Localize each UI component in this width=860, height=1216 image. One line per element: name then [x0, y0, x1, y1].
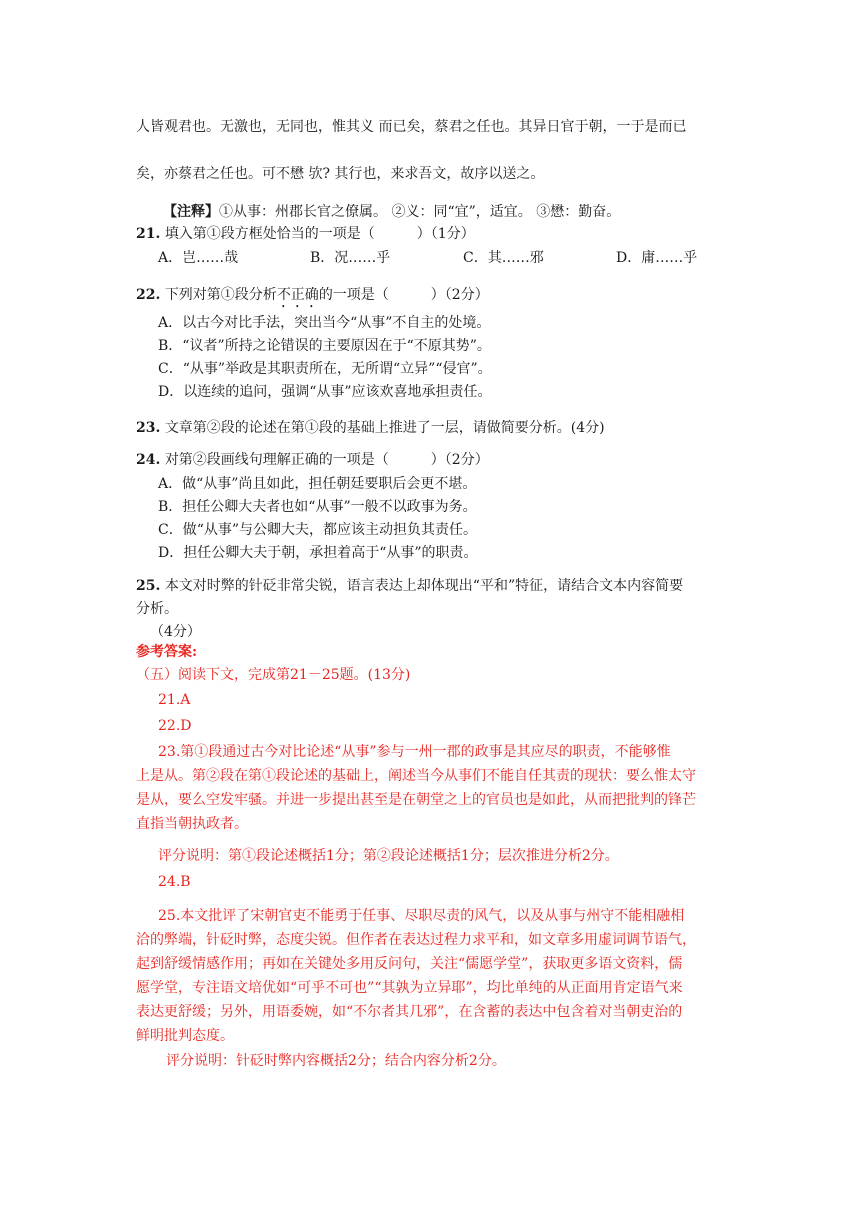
- answer-25-line: 鲜明批判态度。: [136, 1028, 234, 1044]
- answer-25-line: 表达更舒缓；另外，用语委婉，如“不尔者其几邪”，在含蓄的表达中包含着对当朝吏治的: [136, 1004, 683, 1020]
- q21-option-b: B．况……乎: [310, 250, 391, 266]
- passage-line-1: 人皆观君也。无激也，无同也，惟其义 而已矣，蔡君之任也。其异日官于朝，一于是而已: [136, 119, 687, 135]
- q24-option-d: D．担任公卿大夫于朝，承担着高于“从事”的职责。: [158, 545, 478, 561]
- question-22-emphasis: 不正确: [276, 287, 319, 303]
- q22-option-d: D．以连续的追问，强调“从事”应该欢喜地承担责任。: [158, 384, 492, 400]
- question-24: [136, 450, 489, 470]
- answer-23-scoring-note: 评分说明：第①段论述概括1分；第②段论述概括1分；层次推进分析2分。: [158, 848, 619, 864]
- answer-24: 24.B: [158, 874, 191, 890]
- question-22-text-post: 的一项是（ ）（2分）: [318, 287, 489, 303]
- question-21: [136, 224, 475, 244]
- q21-option-a: A．岂……哉: [158, 250, 239, 266]
- question-24-text: 对第②段画线句理解正确的一项是（ ）（2分）: [164, 452, 489, 468]
- question-25-text: 本文对时弊的针砭非常尖锐，语言表达上却体现出“平和”特征，请结合文本内容简要: [164, 578, 684, 594]
- question-23-number: 23.: [136, 420, 161, 436]
- answer-21: 21.A: [158, 692, 191, 708]
- question-25-score: （4分）: [150, 624, 201, 640]
- question-24-number: 24.: [136, 452, 161, 468]
- question-23: [136, 418, 605, 438]
- q24-option-a: A．做“从事”尚且如此，担任朝廷要职后会更不堪。: [158, 476, 477, 492]
- notes-label: 【注释】: [163, 204, 219, 220]
- answers-section-title: （五）阅读下文，完成第21－25题。(13分): [136, 667, 411, 683]
- question-22: [136, 285, 489, 311]
- notes-text: ①从事：州郡长官之僚属。 ②义：同“宜”，适宜。 ③懋：勤奋。: [219, 204, 621, 220]
- answer-23-line: 上是从。第②段在第①段论述的基础上，阐述当今从事们不能自任其责的现状：要么惟太守: [136, 768, 696, 784]
- q22-option-c: C．“从事”举政是其职责所在，无所谓“立异”“侵官”。: [158, 361, 492, 377]
- q21-option-c: C．其……邪: [463, 250, 544, 266]
- answer-25-line: 愿学堂，专注语文培优如“可乎不可也”“其孰为立异耶”，均比单纯的从正面用肯定语气来: [136, 980, 683, 996]
- q22-option-a: A．以古今对比手法，突出当今“从事”不自主的处境。: [158, 315, 491, 331]
- question-21-number: 21.: [136, 226, 161, 242]
- question-21-text: 填入第①段方框处恰当的一项是（ ）（1分）: [164, 226, 475, 242]
- question-25-number: 25.: [136, 578, 161, 594]
- question-23-text: 文章第②段的论述在第①段的基础上推进了一层，请做简要分析。(4分): [164, 420, 605, 436]
- answer-23-line: 直指当朝执政者。: [136, 816, 248, 832]
- q24-option-b: B．担任公卿大夫者也如“从事”一般不以政事为务。: [158, 499, 477, 515]
- answers-heading: 参考答案:: [136, 644, 198, 660]
- question-25: [136, 576, 683, 596]
- q22-option-b: B．“议者”所持之论错误的主要原因在于“不原其势”。: [158, 338, 491, 354]
- q21-option-d: D．庸……乎: [616, 250, 698, 266]
- q24-option-c: C．做“从事”与公卿大夫，都应该主动担负其责任。: [158, 522, 478, 538]
- question-22-text-pre: 下列对第①段分析: [164, 287, 277, 303]
- answer-22: 22.D: [158, 718, 192, 734]
- answer-25-line: 起到舒缓情感作用；再如在关键处多用反问句，关注“儒愿学堂”，获取更多语文资料，儒: [136, 956, 683, 972]
- answer-23-line: 23.第①段通过古今对比论述“从事”参与一州一郡的政事是其应尽的职责，不能够惟: [158, 744, 671, 760]
- notes-line: [163, 202, 620, 222]
- passage-line-2: 矣，亦蔡君之任也。可不懋 欤? 其行也，来求吾文，故序以送之。: [136, 166, 545, 182]
- question-25-text-cont: 分析。: [136, 601, 178, 617]
- answer-25-line: 洽的弊端，针砭时弊，态度尖锐。但作者在表达过程力求平和，如文章多用虚词调节语气，: [136, 932, 696, 948]
- question-22-number: 22.: [136, 287, 161, 303]
- answer-25-scoring-note: 评分说明：针砭时弊内容概括2分；结合内容分析2分。: [166, 1053, 506, 1069]
- answer-25-line: 25.本文批评了宋朝官吏不能勇于任事、尽职尽责的风气，以及从事与州守不能相融相: [158, 908, 685, 924]
- answer-23-line: 是从，要么空发牢骚。并进一步提出甚至是在朝堂之上的官员也是如此，从而把批判的锋芒: [136, 792, 696, 808]
